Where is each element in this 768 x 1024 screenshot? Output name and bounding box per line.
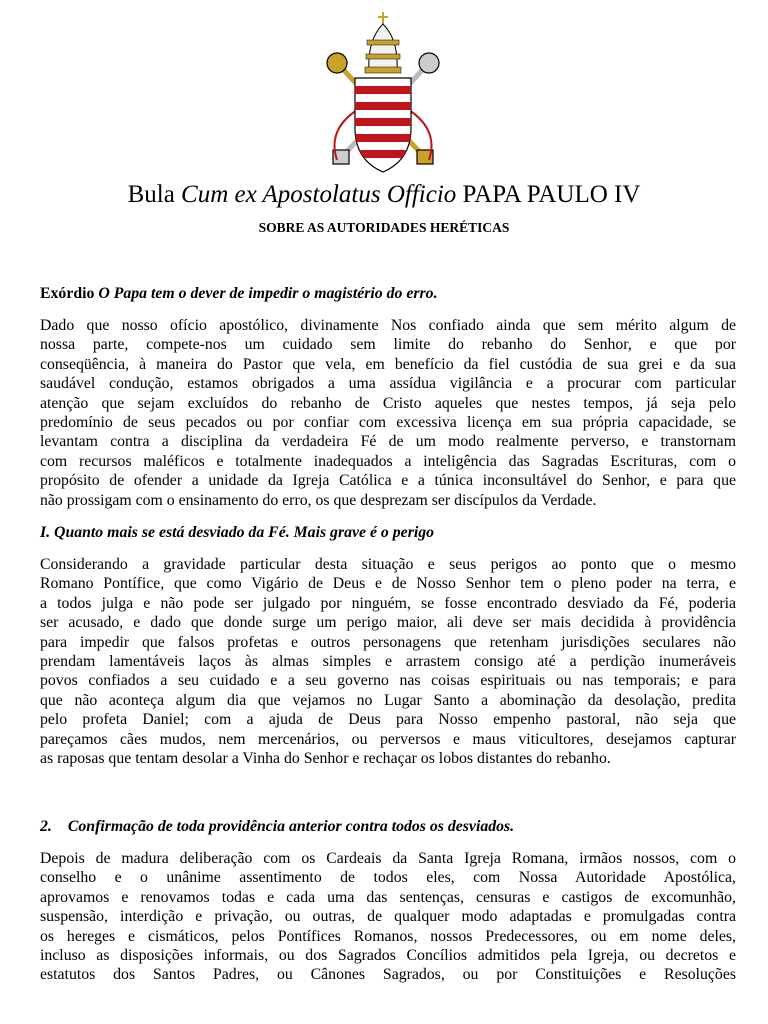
papal-coat-of-arms-icon (317, 10, 449, 180)
paragraph-line: predomínio de seus pecados ou por confiar com excessiva licença em sua própria capacidade, se (40, 414, 736, 432)
paragraph-line: não prossigam com o ensinamento do erro, os que desprezam ser discípulos da Verdade. (40, 491, 597, 509)
exordio-subtitle: O Papa tem o dever de impedir o magistério do erro. (94, 285, 438, 302)
exordio-heading (40, 284, 740, 303)
paragraph-line: conselho e o unânime assentimento de todos eles, com Nossa Autoridade Apostólica, (40, 869, 736, 887)
section-2-number: 2. (40, 818, 52, 835)
paragraph-line: Considerando a gravidade particular desta situação e seus perigos ao ponto que o mesmo (40, 556, 736, 573)
section-2-paragraph (40, 849, 736, 985)
section-1-title: I. Quanto mais se está desviado da Fé. Mais grave é o perigo (40, 524, 435, 541)
paragraph-line: os hereges e cismáticos, pelos Pontífices Romanos, nossos Predecessores, ou em nome deles, (40, 927, 736, 945)
paragraph-line: para impedir que falsos profetas e outros personagens que retenham jurisdições seculares não (40, 633, 736, 651)
paragraph-line: levantam contra a disciplina da verdadeira Fé de um modo realmente perverso, e transtornam (40, 433, 736, 451)
paragraph-line: nossa parte, compete-nos um cuidado sem limite do rebanho do Senhor, e que por (40, 336, 736, 354)
paragraph-line: pelo profeta Daniel; com a ajuda de Deus para Nosso empenho pastoral, não seja que (40, 711, 736, 729)
paragraph-line: pareçamos cães mudos, nem mercenários, ou perversos e maus viticultores, desejamos capturar (40, 730, 736, 748)
paragraph-line: suspensão, interdição e privação, ou outras, de qualquer modo adaptadas e promulgadas contra (40, 908, 736, 926)
paragraph-line: a todos julga e não pode ser julgado por ninguém, se fosse encontrado desviado da Fé, poderia (40, 594, 736, 612)
paragraph-line: que não aconteça algum dia que vejamos no Lugar Santo a abominação da desolação, predita (40, 691, 736, 709)
paragraph-line: ser acusado, e dado que donde surge um perigo maior, ali deve ser mais decidida à providência (40, 614, 736, 632)
section-1-paragraph (40, 555, 736, 768)
section-1-heading (40, 523, 740, 542)
paragraph-line: propósito de ofender a unidade da Igreja Católica e a túnica inconsultável do Senhor, e para que (40, 472, 736, 490)
paragraph-line: povos confiados a seu cuidado e a seu governo nas coisas espirituais ou nas temporais; e para (40, 672, 736, 690)
paragraph-line: Depois de madura deliberação com os Cardeais da Santa Igreja Romana, irmãos nossos, com o (40, 850, 736, 867)
paragraph-line: conseqüência, à maneira do Pastor que vela, em benefício da fiel custódia de sua grei e da sua (40, 355, 736, 373)
paragraph-line: atenção que sejam excluídos do rebanho de Cristo aqueles que nestes tempos, já seja pelo (40, 394, 736, 412)
section-2-heading (40, 817, 740, 836)
paragraph-line: Romano Pontífice, que como Vigário de Deus e de Nosso Senhor tem o pleno poder na terra, e (40, 575, 736, 593)
exordio-label: Exórdio (40, 285, 95, 302)
paragraph-line: estatutos dos Santos Padres, ou Cânones Sagrados, ou por Constituições e Resoluções (40, 966, 736, 984)
document-title (0, 180, 768, 210)
paragraph-line: Dado que nosso ofício apostólico, divinamente Nos confiado ainda que sem mérito algum de (40, 317, 736, 334)
title-suffix: PAPA PAULO IV (456, 181, 641, 208)
title-prefix: Bula (127, 181, 182, 208)
paragraph-line: prendam lamentáveis laços às almas simples e arrastem consigo até a perdição inumeráveis (40, 653, 736, 671)
paragraph-line: incluso as disposições informais, ou dos Sagrados Concílios admitidos pela Igreja, ou decretos e (40, 947, 736, 965)
paragraph-line: as raposas que tentam desolar a Vinha do Senhor e rechaçar os lobos distantes do rebanho. (40, 750, 611, 768)
paragraph-line: com recursos maléficos e totalmente inadequados a inteligência das Sagradas Escrituras, com o (40, 452, 736, 470)
section-2-title: Confirmação de toda providência anterior contra todos os desviados. (67, 818, 515, 835)
title-italic: Cum ex Apostolatus Officio (181, 181, 457, 208)
paragraph-line: aprovamos e renovamos todas e cada uma das sentenças, censuras e castigos de excomunhão, (40, 888, 736, 906)
exordio-paragraph (40, 316, 736, 510)
paragraph-line: saudável condução, estamos obrigados a uma assídua vigilância e a procurar com particular (40, 375, 736, 393)
document-subtitle: SOBRE AS AUTORIDADES HERÉTICAS (258, 220, 510, 235)
